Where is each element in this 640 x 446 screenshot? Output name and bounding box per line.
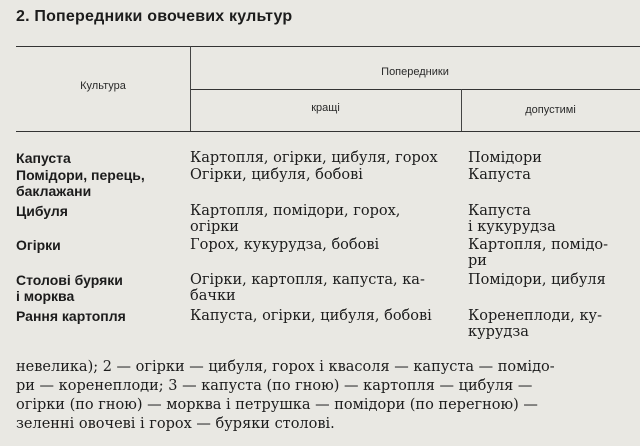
table-row-crop: Рання картопля [16, 308, 126, 324]
table-title: 2. Попередники овочевих культур [16, 8, 293, 25]
table-row-acceptable: Капуста і кукурудза [468, 203, 556, 235]
header-top-rule [16, 46, 640, 47]
table-row-crop: Столові буряки і морква [16, 272, 123, 304]
header-divider-1 [190, 46, 191, 131]
table-row-acceptable: Помідори, цибуля [468, 272, 606, 288]
header-mid-rule [190, 89, 640, 90]
paragraph-line: зеленні овочеві і горох — буряки столові. [16, 416, 335, 432]
header-best: кращі [311, 102, 340, 114]
table-row-acceptable: Помідори [468, 150, 542, 166]
table-row-best: Огірки, цибуля, бобові [190, 167, 363, 183]
table-row-crop: Огірки [16, 237, 61, 253]
table-row-crop: Цибуля [16, 203, 68, 219]
table-row-acceptable: Картопля, помідо- ри [468, 237, 609, 269]
paragraph-line: ри — коренеплоди; 3 — капуста (по гною) — картопля — цибуля — [16, 378, 533, 394]
header-bottom-rule [16, 131, 640, 132]
table-row-best: Картопля, огірки, цибуля, горох [190, 150, 438, 166]
header-crop: Культура [80, 80, 126, 92]
header-predecessors: Попередники [381, 66, 449, 78]
paragraph-line: огірки (по гною) — морква і петрушка — помідори (по перегною) — [16, 397, 538, 413]
table-row-best: Огірки, картопля, капуста, ка- бачки [190, 272, 425, 304]
table-row-crop: Помідори, перець, баклажани [16, 167, 145, 199]
rotation-paragraph [16, 358, 636, 434]
header-acceptable: допустимі [525, 104, 576, 116]
table-row-best: Горох, кукурудза, бобові [190, 237, 380, 253]
table-row-acceptable: Коренеплоди, ку- курудза [468, 308, 602, 340]
table-row-best: Капуста, огірки, цибуля, бобові [190, 308, 432, 324]
table-row-best: Картопля, помідори, горох, огірки [190, 203, 401, 235]
table-row-crop: Капуста [16, 150, 71, 166]
table-row-acceptable: Капуста [468, 167, 531, 183]
paragraph-line: невелика); 2 — огірки — цибуля, горох і квасоля — капуста — помідо- [16, 359, 555, 375]
